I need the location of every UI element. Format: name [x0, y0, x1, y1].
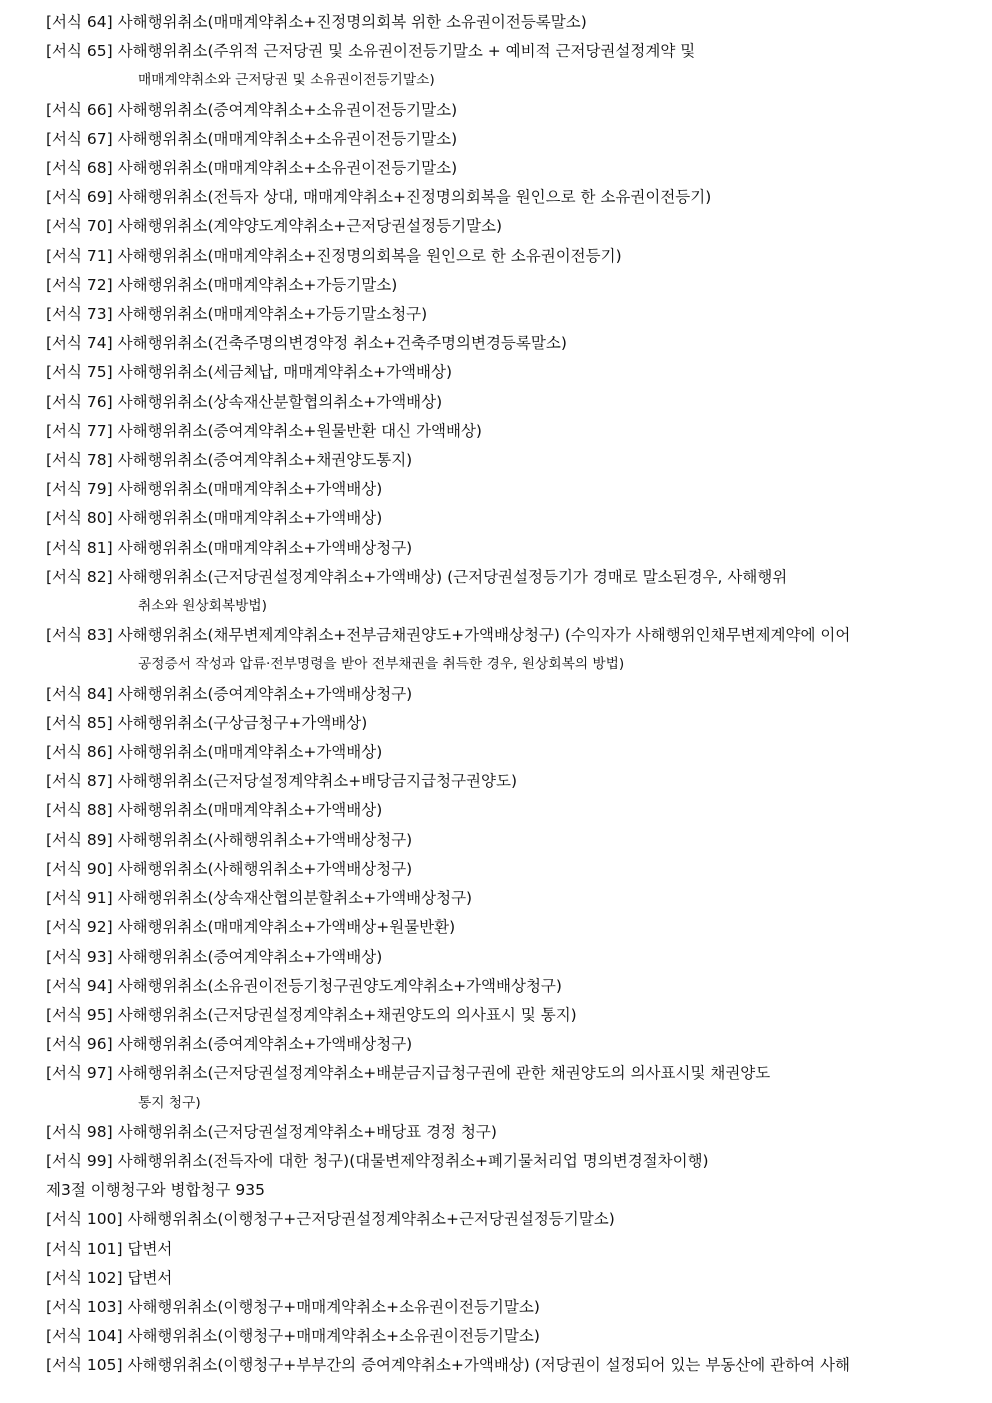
form-entry-text: [서식 72] 사해행위취소(매매계약취소+가등기말소) [46, 275, 398, 294]
form-entry [46, 271, 956, 300]
form-entry-text: [서식 80] 사해행위취소(매매계약취소+가액배상) [46, 509, 383, 528]
form-entry-continuation: 취소와 원상회복방법) [138, 598, 267, 615]
form-entry [46, 300, 956, 329]
form-entry [46, 1351, 956, 1380]
form-entry [46, 154, 956, 183]
form-entry-text: [서식 99] 사해행위취소(전득자에 대한 청구)(대물변제약정취소+폐기물처리업 명의변경절차이행) [46, 1151, 709, 1170]
form-entry-text: [서식 81] 사해행위취소(매매계약취소+가액배상청구) [46, 538, 413, 557]
form-entry [46, 388, 956, 417]
form-entry-text: [서식 71] 사해행위취소(매매계약취소+진정명의회복을 원인으로 한 소유권이전등기) [46, 246, 622, 265]
form-entry [46, 1147, 956, 1176]
form-entry-text: [서식 93] 사해행위취소(증여계약취소+가액배상) [46, 947, 383, 966]
form-entry [46, 446, 956, 475]
form-entry-text: [서식 79] 사해행위취소(매매계약취소+가액배상) [46, 480, 383, 499]
form-entry-text: [서식 77] 사해행위취소(증여계약취소+원물반환 대신 가액배상) [46, 421, 482, 440]
form-entry [46, 796, 956, 825]
form-entry-text: [서식 103] 사해행위취소(이행청구+매매계약취소+소유권이전등기말소) [46, 1297, 540, 1316]
document-page [46, 8, 956, 1381]
form-entry [46, 475, 956, 504]
form-entry [46, 767, 956, 796]
form-entry-text: [서식 73] 사해행위취소(매매계약취소+가등기말소청구) [46, 305, 428, 324]
form-entry-text: [서식 66] 사해행위취소(증여계약취소+소유권이전등기말소) [46, 100, 458, 119]
form-entry-text: [서식 67] 사해행위취소(매매계약취소+소유권이전등기말소) [46, 129, 458, 148]
form-entry-text: [서식 90] 사해행위취소(사해행위취소+가액배상청구) [46, 859, 413, 878]
form-entry-text: [서식 89] 사해행위취소(사해행위취소+가액배상청구) [46, 830, 413, 849]
form-entry-text: [서식 105] 사해행위취소(이행청구+부부간의 증여계약취소+가액배상) (저당권이 설정되어 있는 부동산에 관하여 사해 [46, 1356, 850, 1375]
section-heading: 제3절 이행청구와 병합청구 935 [46, 1181, 265, 1200]
form-entry [46, 1118, 956, 1147]
form-entry [46, 563, 956, 621]
form-entry-text: [서식 84] 사해행위취소(증여계약취소+가액배상청구) [46, 684, 413, 703]
form-entry-text: [서식 92] 사해행위취소(매매계약취소+가액배상+원물반환) [46, 918, 456, 937]
form-entry-text: [서식 91] 사해행위취소(상속재산협의분할취소+가액배상청구) [46, 889, 473, 908]
form-entry [46, 1059, 956, 1117]
form-entry-text: [서식 95] 사해행위취소(근저당권설정계약취소+채권양도의 의사표시 및 통지) [46, 1005, 577, 1024]
form-entry [46, 183, 956, 212]
form-entry [46, 504, 956, 533]
form-entry [46, 1322, 956, 1351]
form-entry [46, 1264, 956, 1293]
form-entry [46, 913, 956, 942]
form-entry-text: [서식 101] 답변서 [46, 1239, 173, 1258]
form-entry [46, 37, 956, 95]
form-entry-text: [서식 69] 사해행위취소(전득자 상대, 매매계약취소+진정명의회복을 원인으로 한 소유권이전등기) [46, 188, 712, 207]
form-entry [46, 621, 956, 679]
form-entry-text: [서식 86] 사해행위취소(매매계약취소+가액배상) [46, 743, 383, 762]
form-entry-continuation: 매매계약취소와 근저당권 및 소유권이전등기말소) [138, 72, 435, 89]
form-entry [46, 884, 956, 913]
form-entry-text: [서식 74] 사해행위취소(건축주명의변경약정 취소+건축주명의변경등록말소) [46, 334, 567, 353]
form-entry-text: [서식 85] 사해행위취소(구상금청구+가액배상) [46, 713, 368, 732]
form-entry-continuation: 공정증서 작성과 압류·전부명령을 받아 전부채권을 취득한 경우, 원상회복의 방법) [138, 656, 625, 673]
form-entry-text: [서식 68] 사해행위취소(매매계약취소+소유권이전등기말소) [46, 159, 458, 178]
form-entry-text: [서식 104] 사해행위취소(이행청구+매매계약취소+소유권이전등기말소) [46, 1327, 540, 1346]
form-entry-text: [서식 98] 사해행위취소(근저당권설정계약취소+배당표 경정 청구) [46, 1122, 497, 1141]
form-entry-text: [서식 70] 사해행위취소(계약양도계약취소+근저당권설정등기말소) [46, 217, 503, 236]
form-entry [46, 358, 956, 387]
form-entry [46, 212, 956, 241]
form-entry-text: [서식 96] 사해행위취소(증여계약취소+가액배상청구) [46, 1035, 413, 1054]
form-entry [46, 738, 956, 767]
form-entry [46, 1293, 956, 1322]
form-entry-text: [서식 64] 사해행위취소(매매계약취소+진정명의회복 위한 소유권이전등록말소) [46, 13, 587, 31]
form-entry-text: [서식 88] 사해행위취소(매매계약취소+가액배상) [46, 801, 383, 820]
form-entry [46, 8, 956, 37]
form-entry [46, 534, 956, 563]
form-entry-text: [서식 83] 사해행위취소(채무변제계약취소+전부금채권양도+가액배상청구) (수익자가 사해행위인채무변제계약에 이어 [46, 626, 851, 645]
form-entry [46, 709, 956, 738]
form-entry-text: [서식 97] 사해행위취소(근저당권설정계약취소+배분금지급청구권에 관한 채권양도의 의사표시및 채권양도 [46, 1064, 771, 1083]
form-entry [46, 826, 956, 855]
form-entry-text: [서식 100] 사해행위취소(이행청구+근저당권설정계약취소+근저당권설정등기말소) [46, 1210, 615, 1229]
form-entry [46, 96, 956, 125]
form-list [46, 8, 956, 1176]
form-entry [46, 943, 956, 972]
form-entry-text: [서식 94] 사해행위취소(소유권이전등기청구권양도계약취소+가액배상청구) [46, 976, 562, 995]
form-entry-text: [서식 78] 사해행위취소(증여계약취소+채권양도통지) [46, 451, 413, 470]
form-entry [46, 680, 956, 709]
form-entry-text: [서식 76] 사해행위취소(상속재산분할협의취소+가액배상) [46, 392, 443, 411]
form-entry [46, 855, 956, 884]
form-entry-text: [서식 65] 사해행위취소(주위적 근저당권 및 소유권이전등기말소 + 예비적 근저당권설정계약 및 [46, 42, 696, 61]
form-list-section-3 [46, 1205, 956, 1380]
form-entry [46, 329, 956, 358]
form-entry-text: [서식 102] 답변서 [46, 1268, 173, 1287]
form-entry [46, 972, 956, 1001]
form-entry [46, 417, 956, 446]
form-entry-text: [서식 75] 사해행위취소(세금체납, 매매계약취소+가액배상) [46, 363, 453, 382]
form-entry [46, 125, 956, 154]
form-entry-text: [서식 82] 사해행위취소(근저당권설정계약취소+가액배상) (근저당권설정등기가 경매로 말소된경우, 사해행위 [46, 567, 788, 586]
form-entry [46, 1235, 956, 1264]
form-entry [46, 1001, 956, 1030]
form-entry-text: [서식 87] 사해행위취소(근저당설정계약취소+배당금지급청구권양도) [46, 772, 518, 791]
form-entry [46, 1205, 956, 1234]
form-entry [46, 242, 956, 271]
form-entry [46, 1030, 956, 1059]
form-entry-continuation: 통지 청구) [138, 1094, 201, 1111]
